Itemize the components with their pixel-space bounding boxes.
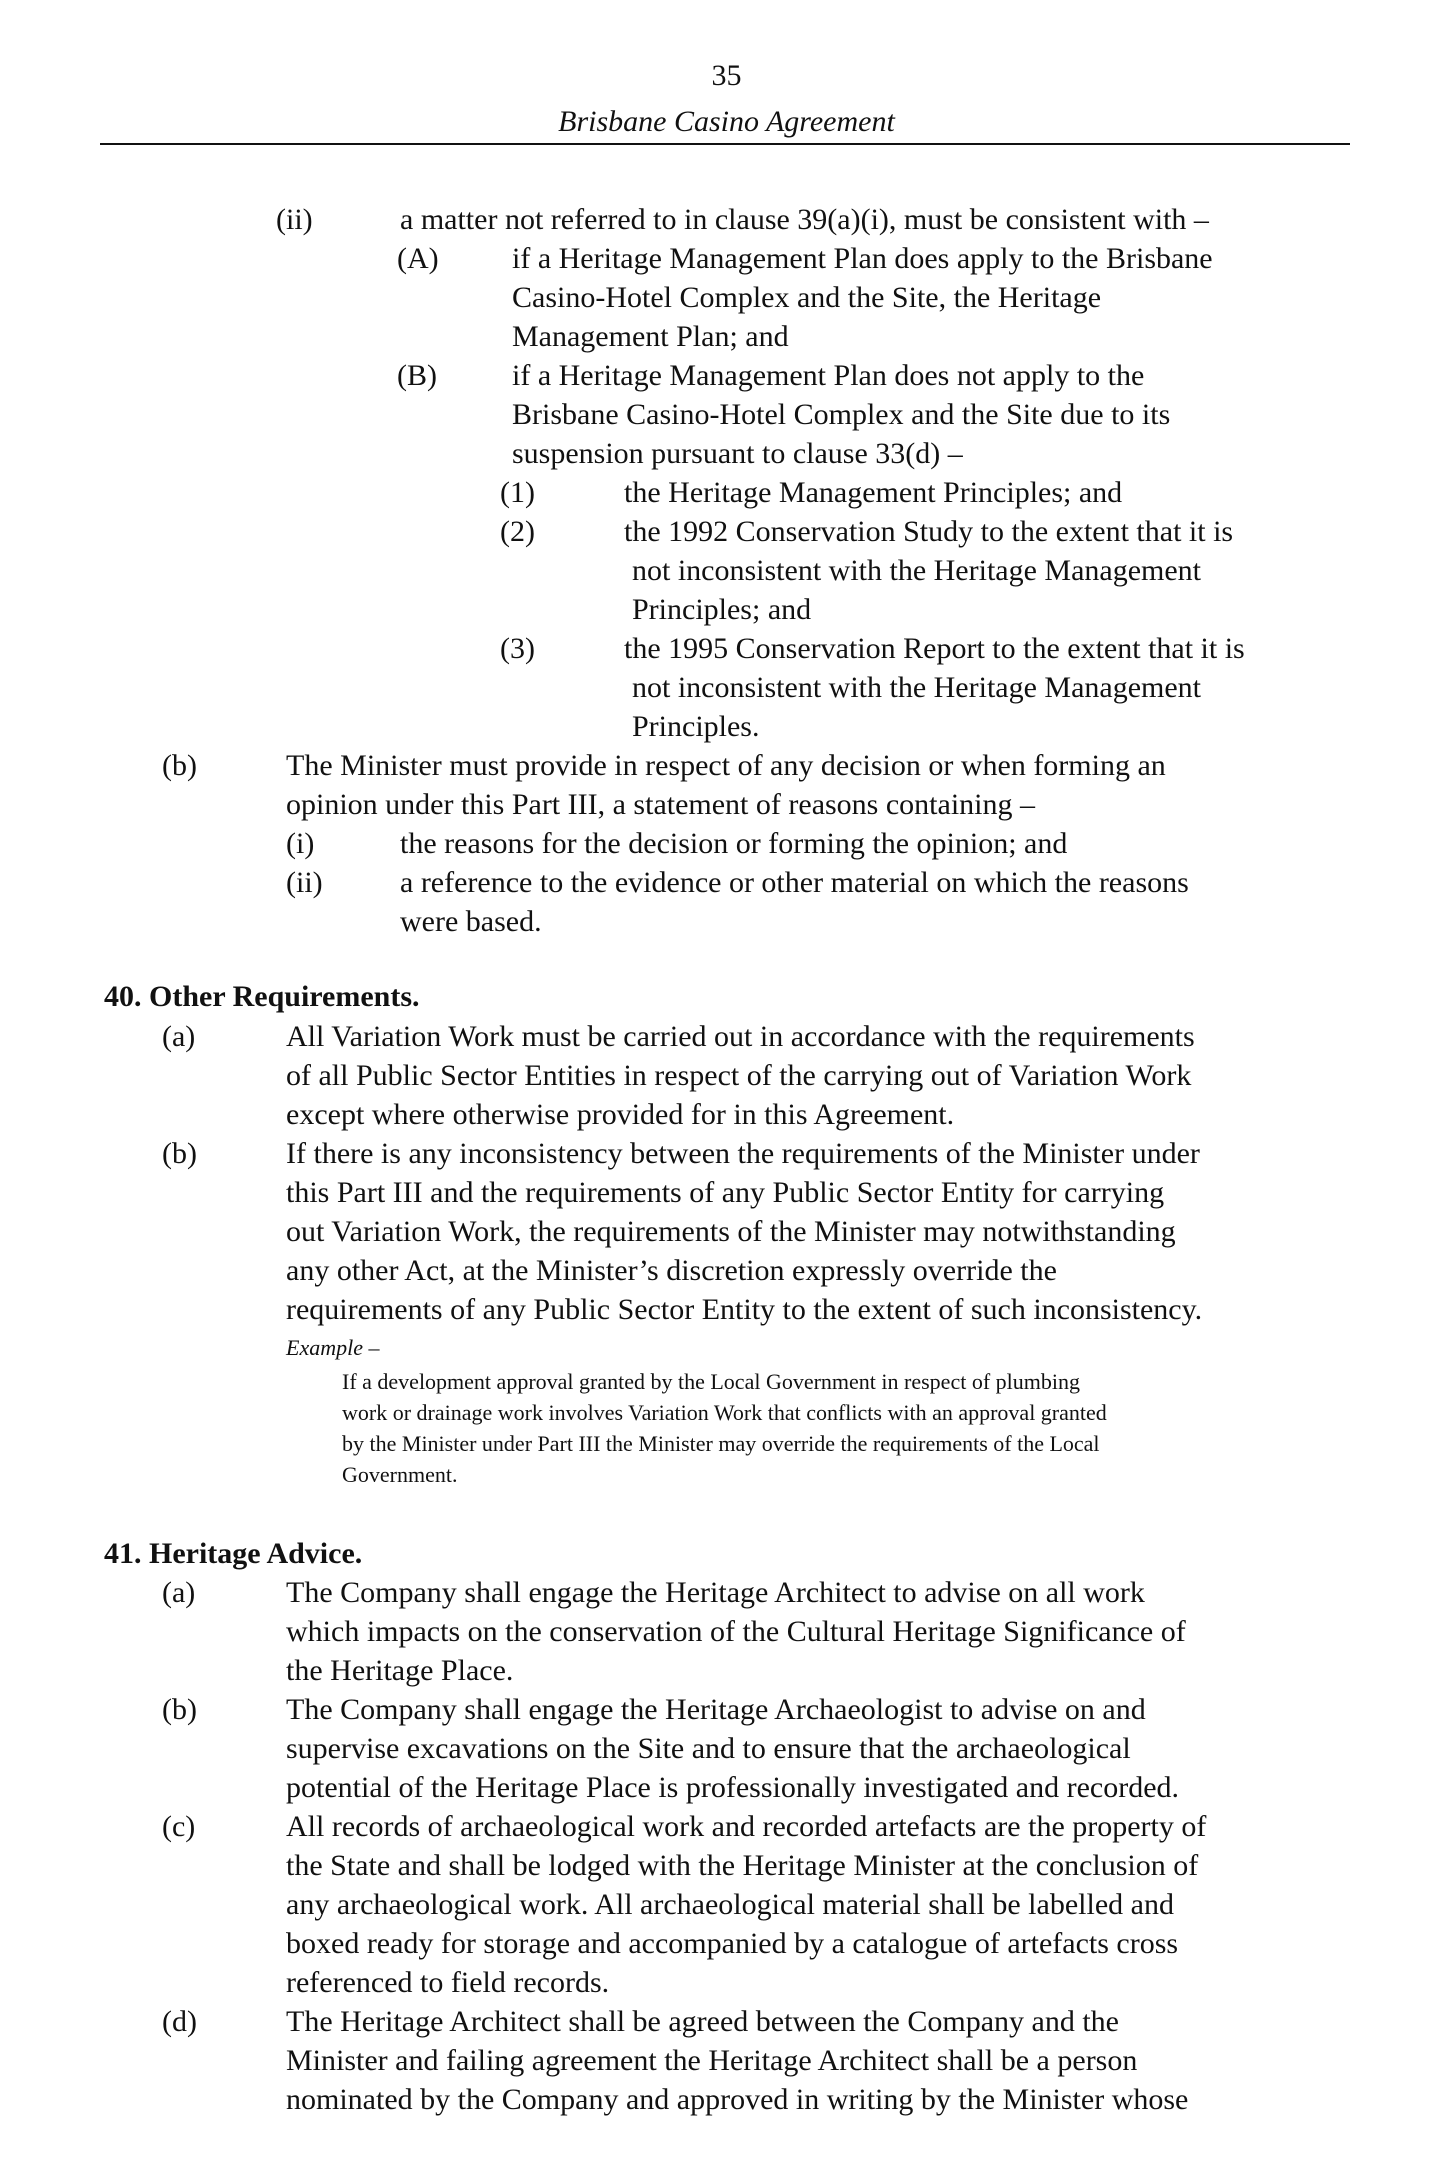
sub-item-3-line: Principles.: [632, 710, 760, 743]
sub-item-2-line: not inconsistent with the Heritage Management: [632, 554, 1202, 587]
clause-41-c-line: referenced to field records.: [286, 1966, 610, 1999]
sub-item-3-line: the 1995 Conservation Report to the extent that it is: [624, 632, 1245, 665]
clause-41-heading: 41. Heritage Advice.: [104, 1537, 363, 1570]
clause-41-c-line: the State and shall be lodged with the Heritage Minister at the conclusion of: [286, 1849, 1199, 1882]
sub-item-3-line: not inconsistent with the Heritage Management: [632, 671, 1202, 704]
running-title: Brisbane Casino Agreement: [558, 105, 895, 138]
clause-39-b-label: (b): [162, 749, 197, 782]
clause-40-a-line: All Variation Work must be carried out in accordance with the requirements: [286, 1020, 1195, 1053]
clause-41-a-line: the Heritage Place.: [286, 1654, 514, 1687]
clause-39-a-ii-label: (ii): [276, 203, 313, 236]
clause-40-b-line: this Part III and the requirements of any Public Sector Entity for carrying: [286, 1176, 1165, 1209]
clause-41-a-label: (a): [162, 1576, 196, 1609]
clause-40-a-line: of all Public Sector Entities in respect of the carrying out of Variation Work: [286, 1059, 1192, 1092]
clause-39-b-line: opinion under this Part III, a statement of reasons containing –: [286, 788, 1035, 821]
clause-41-d-label: (d): [162, 2005, 197, 2038]
clause-41-a-line: The Company shall engage the Heritage Architect to advise on all work: [286, 1576, 1145, 1609]
clause-41-b-line: supervise excavations on the Site and to ensure that the archaeological: [286, 1732, 1131, 1765]
clause-41-c-label: (c): [162, 1810, 196, 1843]
example-label: Example –: [286, 1335, 380, 1360]
clause-41-c-line: boxed ready for storage and accompanied by a catalogue of artefacts cross: [286, 1927, 1179, 1960]
clause-41-c-line: All records of archaeological work and recorded artefacts are the property of: [286, 1810, 1207, 1843]
clause-39-a-ii-B-label: (B): [397, 359, 437, 392]
clause-39-b-ii-line: were based.: [400, 905, 542, 938]
clause-41-b-line: The Company shall engage the Heritage Archaeologist to advise on and: [286, 1693, 1146, 1726]
clause-39-a-ii-A-line: Management Plan; and: [512, 320, 789, 353]
clause-40-a-line: except where otherwise provided for in this Agreement.: [286, 1098, 955, 1131]
clause-39-a-ii-B-line: if a Heritage Management Plan does not apply to the: [512, 359, 1145, 392]
clause-39-b-i-line: the reasons for the decision or forming the opinion; and: [400, 827, 1068, 860]
clause-40-b-line: out Variation Work, the requirements of the Minister may notwithstanding: [286, 1215, 1176, 1248]
sub-item-1-line: the Heritage Management Principles; and: [624, 476, 1123, 509]
clause-39-a-ii-B-line: Brisbane Casino-Hotel Complex and the Site due to its: [512, 398, 1171, 431]
clause-39-b-ii-line: a reference to the evidence or other material on which the reasons: [400, 866, 1189, 899]
clause-39-b-ii-label: (ii): [286, 866, 323, 899]
clause-41-d-line: nominated by the Company and approved in writing by the Minister whose: [286, 2083, 1189, 2116]
clause-41-b-line: potential of the Heritage Place is professionally investigated and recorded.: [286, 1771, 1180, 1804]
clause-41-d-line: Minister and failing agreement the Heritage Architect shall be a person: [286, 2044, 1138, 2077]
clause-39-b-i-label: (i): [286, 827, 315, 860]
sub-item-2-label: (2): [500, 515, 535, 548]
header-rule: [100, 143, 1350, 145]
sub-item-2-line: the 1992 Conservation Study to the extent that it is: [624, 515, 1234, 548]
example-line: Government.: [342, 1462, 458, 1487]
clause-41-a-line: which impacts on the conservation of the Cultural Heritage Significance of: [286, 1615, 1186, 1648]
clause-41-c-line: any archaeological work. All archaeological material shall be labelled and: [286, 1888, 1174, 1921]
clause-40-b-line: requirements of any Public Sector Entity to the extent of such inconsistency.: [286, 1293, 1203, 1326]
example-line: by the Minister under Part III the Minister may override the requirements of the Local: [342, 1431, 1100, 1456]
clause-40-b-line: If there is any inconsistency between the requirements of the Minister under: [286, 1137, 1200, 1170]
clause-39-a-ii-A-line: if a Heritage Management Plan does apply to the Brisbane: [512, 242, 1213, 275]
clause-40-b-line: any other Act, at the Minister’s discretion expressly override the: [286, 1254, 1057, 1287]
sub-item-2-line: Principles; and: [632, 593, 812, 626]
clause-39-a-ii-text: a matter not referred to in clause 39(a)(i), must be consistent with –: [400, 203, 1209, 236]
clause-40-heading: 40. Other Requirements.: [104, 980, 420, 1013]
clause-40-a-label: (a): [162, 1020, 196, 1053]
clause-41-b-label: (b): [162, 1693, 197, 1726]
clause-41-d-line: The Heritage Architect shall be agreed between the Company and the: [286, 2005, 1119, 2038]
clause-39-a-ii-A-line: Casino-Hotel Complex and the Site, the Heritage: [512, 281, 1102, 314]
clause-39-a-ii-A-label: (A): [397, 242, 439, 275]
example-line: If a development approval granted by the Local Government in respect of plumbing: [342, 1369, 1080, 1394]
example-line: work or drainage work involves Variation Work that conflicts with an approval granted: [342, 1400, 1107, 1425]
clause-40-b-label: (b): [162, 1137, 197, 1170]
clause-39-b-line: The Minister must provide in respect of any decision or when forming an: [286, 749, 1166, 782]
clause-39-a-ii-B-line: suspension pursuant to clause 33(d) –: [512, 437, 963, 470]
sub-item-3-label: (3): [500, 632, 535, 665]
sub-item-1-label: (1): [500, 476, 535, 509]
page-number: 35: [711, 59, 742, 92]
